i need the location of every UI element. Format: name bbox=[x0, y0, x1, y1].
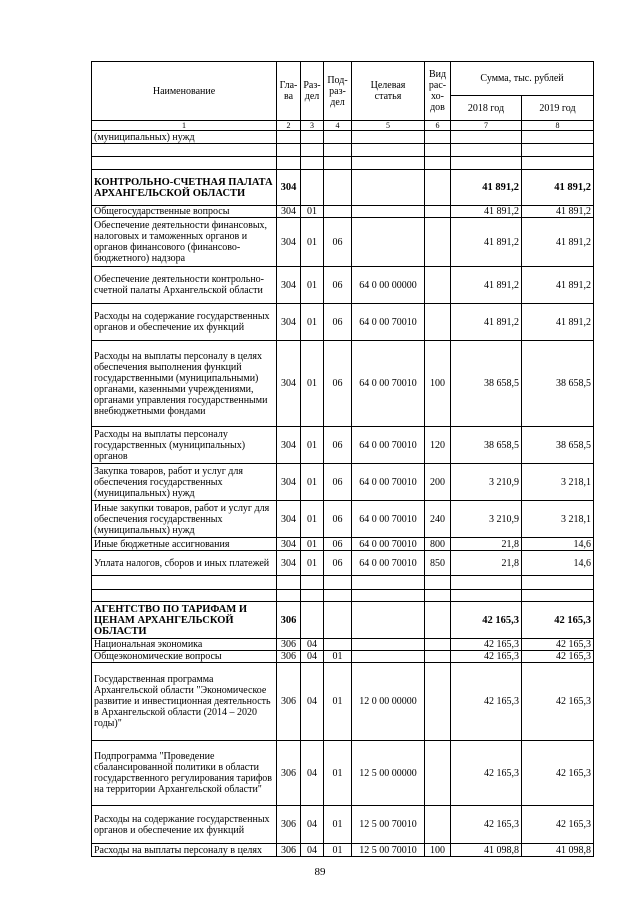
expense-type-cell: 100 bbox=[425, 844, 451, 857]
target-article-cell bbox=[352, 590, 425, 602]
sum-2018-cell: 42 165,3 bbox=[451, 602, 522, 639]
sum-2018-cell: 42 165,3 bbox=[451, 639, 522, 651]
sum-2018-cell bbox=[451, 590, 522, 602]
sum-2019-cell: 42 165,3 bbox=[522, 806, 594, 844]
target-article-cell: 12 5 00 70010 bbox=[352, 806, 425, 844]
row-name: АГЕНТСТВО ПО ТАРИФАМ И ЦЕНАМ АРХАНГЕЛЬСКОЙ ОБЛАСТИ bbox=[92, 602, 277, 639]
row-name: Расходы на выплаты персоналу государственных (муниципальных) органов bbox=[92, 427, 277, 464]
table-row bbox=[92, 341, 594, 427]
row-name bbox=[92, 144, 277, 157]
expense-type-cell bbox=[425, 639, 451, 651]
column-number: 3 bbox=[301, 121, 324, 131]
table-row bbox=[92, 538, 594, 551]
sum-2019-cell bbox=[522, 590, 594, 602]
target-article-cell: 12 5 00 70010 bbox=[352, 844, 425, 857]
expense-type-cell bbox=[425, 576, 451, 590]
sum-2019-cell: 42 165,3 bbox=[522, 602, 594, 639]
chapter-cell: 304 bbox=[277, 341, 301, 427]
sum-2018-cell: 42 165,3 bbox=[451, 741, 522, 806]
section-cell bbox=[301, 170, 324, 206]
sum-2019-cell: 38 658,5 bbox=[522, 341, 594, 427]
expense-type-cell bbox=[425, 170, 451, 206]
row-name: Расходы на содержание государственных органов и обеспечение их функций bbox=[92, 304, 277, 341]
target-article-cell bbox=[352, 651, 425, 663]
target-article-cell: 12 5 00 00000 bbox=[352, 741, 425, 806]
page-number: 89 bbox=[314, 866, 326, 878]
target-article-cell: 64 0 00 00000 bbox=[352, 267, 425, 304]
sum-2019-cell bbox=[522, 157, 594, 170]
chapter-cell: 304 bbox=[277, 267, 301, 304]
subsection-cell bbox=[324, 639, 352, 651]
section-cell: 04 bbox=[301, 806, 324, 844]
header-year-2019: 2019 год bbox=[522, 96, 594, 121]
sum-2018-cell: 21,8 bbox=[451, 538, 522, 551]
row-name: Иные закупки товаров, работ и услуг для обеспечения государственных (муниципальных) нужд bbox=[92, 501, 277, 538]
sum-2019-cell: 42 165,3 bbox=[522, 651, 594, 663]
chapter-cell: 304 bbox=[277, 218, 301, 267]
target-article-cell bbox=[352, 602, 425, 639]
chapter-cell bbox=[277, 157, 301, 170]
target-article-cell bbox=[352, 157, 425, 170]
subsection-cell bbox=[324, 576, 352, 590]
column-number: 2 bbox=[277, 121, 301, 131]
section-cell: 01 bbox=[301, 464, 324, 501]
chapter-cell: 306 bbox=[277, 806, 301, 844]
expense-type-cell bbox=[425, 267, 451, 304]
expense-type-cell bbox=[425, 157, 451, 170]
expense-type-cell bbox=[425, 304, 451, 341]
expense-type-cell: 800 bbox=[425, 538, 451, 551]
sum-2019-cell bbox=[522, 144, 594, 157]
sum-2018-cell: 41 891,2 bbox=[451, 218, 522, 267]
expense-type-cell bbox=[425, 144, 451, 157]
row-name: Расходы на выплаты персоналу в целях обеспечения выполнения функций государственными (муниципальными) органами, казенными учреждениями, органами управления государственными внебюджетными фондами bbox=[92, 341, 277, 427]
section-cell: 01 bbox=[301, 501, 324, 538]
section-cell: 01 bbox=[301, 538, 324, 551]
column-number: 7 bbox=[451, 121, 522, 131]
chapter-cell: 304 bbox=[277, 206, 301, 218]
sum-2019-cell: 14,6 bbox=[522, 551, 594, 576]
row-name: Подпрограмма "Проведение сбалансированной политики в области государственного регулирования тарифов на территории Архангельской области" bbox=[92, 741, 277, 806]
subsection-cell: 06 bbox=[324, 341, 352, 427]
column-number-row bbox=[92, 121, 594, 131]
chapter-cell: 306 bbox=[277, 663, 301, 741]
target-article-cell bbox=[352, 576, 425, 590]
sum-2018-cell bbox=[451, 576, 522, 590]
subsection-cell: 06 bbox=[324, 304, 352, 341]
row-name: Государственная программа Архангельской области "Экономическое развитие и инвестиционная деятельность в Архангельской области (2014 – 2020 годы)" bbox=[92, 663, 277, 741]
table-row bbox=[92, 267, 594, 304]
table-row bbox=[92, 501, 594, 538]
section-cell bbox=[301, 131, 324, 144]
chapter-cell: 306 bbox=[277, 651, 301, 663]
section-cell bbox=[301, 144, 324, 157]
subsection-cell: 06 bbox=[324, 464, 352, 501]
target-article-cell: 64 0 00 70010 bbox=[352, 501, 425, 538]
expense-type-cell bbox=[425, 806, 451, 844]
table-row bbox=[92, 218, 594, 267]
sum-2019-cell: 41 891,2 bbox=[522, 218, 594, 267]
chapter-cell bbox=[277, 590, 301, 602]
sum-2019-cell: 3 218,1 bbox=[522, 464, 594, 501]
subsection-cell bbox=[324, 144, 352, 157]
expense-type-cell bbox=[425, 651, 451, 663]
row-name bbox=[92, 590, 277, 602]
target-article-cell: 64 0 00 70010 bbox=[352, 551, 425, 576]
row-name: (муниципальных) нужд bbox=[92, 131, 277, 144]
organization-row bbox=[92, 170, 594, 206]
expense-type-cell: 240 bbox=[425, 501, 451, 538]
sum-2018-cell: 21,8 bbox=[451, 551, 522, 576]
section-cell: 01 bbox=[301, 551, 324, 576]
sum-2018-cell: 41 891,2 bbox=[451, 267, 522, 304]
chapter-cell bbox=[277, 576, 301, 590]
sum-2018-cell bbox=[451, 131, 522, 144]
row-name: Общегосударственные вопросы bbox=[92, 206, 277, 218]
target-article-cell: 64 0 00 70010 bbox=[352, 341, 425, 427]
sum-2018-cell bbox=[451, 144, 522, 157]
table-row bbox=[92, 157, 594, 170]
subsection-cell: 06 bbox=[324, 501, 352, 538]
column-number: 5 bbox=[352, 121, 425, 131]
section-cell: 01 bbox=[301, 427, 324, 464]
chapter-cell: 304 bbox=[277, 170, 301, 206]
chapter-cell bbox=[277, 144, 301, 157]
sum-2018-cell: 38 658,5 bbox=[451, 341, 522, 427]
subsection-cell bbox=[324, 206, 352, 218]
section-cell bbox=[301, 157, 324, 170]
column-number: 6 bbox=[425, 121, 451, 131]
target-article-cell: 64 0 00 70010 bbox=[352, 304, 425, 341]
target-article-cell bbox=[352, 144, 425, 157]
sum-2019-cell: 41 891,2 bbox=[522, 267, 594, 304]
row-name: Обеспечение деятельности контрольно-счетной палаты Архангельской области bbox=[92, 267, 277, 304]
table-row bbox=[92, 741, 594, 806]
column-number: 4 bbox=[324, 121, 352, 131]
target-article-cell bbox=[352, 639, 425, 651]
table-row bbox=[92, 663, 594, 741]
sum-2018-cell: 3 210,9 bbox=[451, 501, 522, 538]
subsection-cell: 01 bbox=[324, 844, 352, 857]
table-row bbox=[92, 590, 594, 602]
sum-2018-cell: 42 165,3 bbox=[451, 806, 522, 844]
table-row bbox=[92, 576, 594, 590]
chapter-cell: 304 bbox=[277, 551, 301, 576]
chapter-cell: 306 bbox=[277, 639, 301, 651]
chapter-cell: 304 bbox=[277, 304, 301, 341]
section-cell: 04 bbox=[301, 663, 324, 741]
expense-type-cell bbox=[425, 663, 451, 741]
subsection-cell: 01 bbox=[324, 806, 352, 844]
table-row bbox=[92, 639, 594, 651]
section-cell: 01 bbox=[301, 206, 324, 218]
target-article-cell: 12 0 00 00000 bbox=[352, 663, 425, 741]
chapter-cell bbox=[277, 131, 301, 144]
table-row bbox=[92, 427, 594, 464]
subsection-cell: 06 bbox=[324, 427, 352, 464]
row-name: Уплата налогов, сборов и иных платежей bbox=[92, 551, 277, 576]
row-name: Иные бюджетные ассигнования bbox=[92, 538, 277, 551]
sum-2018-cell: 41 891,2 bbox=[451, 304, 522, 341]
organization-row bbox=[92, 602, 594, 639]
table-row bbox=[92, 806, 594, 844]
sum-2019-cell bbox=[522, 576, 594, 590]
section-cell bbox=[301, 576, 324, 590]
sum-2018-cell: 42 165,3 bbox=[451, 663, 522, 741]
row-name: Расходы на выплаты персоналу в целях bbox=[92, 844, 277, 857]
sum-2018-cell: 41 098,8 bbox=[451, 844, 522, 857]
subsection-cell: 06 bbox=[324, 538, 352, 551]
sum-2019-cell: 3 218,1 bbox=[522, 501, 594, 538]
sum-2018-cell: 38 658,5 bbox=[451, 427, 522, 464]
sum-2019-cell: 14,6 bbox=[522, 538, 594, 551]
section-cell: 01 bbox=[301, 218, 324, 267]
sum-2018-cell: 41 891,2 bbox=[451, 170, 522, 206]
chapter-cell: 304 bbox=[277, 501, 301, 538]
section-cell bbox=[301, 590, 324, 602]
subsection-cell: 01 bbox=[324, 663, 352, 741]
section-cell: 01 bbox=[301, 304, 324, 341]
sum-2019-cell: 41 891,2 bbox=[522, 304, 594, 341]
column-number: 8 bbox=[522, 121, 594, 131]
expense-type-cell: 120 bbox=[425, 427, 451, 464]
sum-2019-cell: 38 658,5 bbox=[522, 427, 594, 464]
header-year-2018: 2018 год bbox=[451, 96, 522, 121]
chapter-cell: 306 bbox=[277, 741, 301, 806]
target-article-cell bbox=[352, 170, 425, 206]
chapter-cell: 306 bbox=[277, 844, 301, 857]
column-number: 1 bbox=[92, 121, 277, 131]
row-name: Закупка товаров, работ и услуг для обеспечения государственных (муниципальных) нужд bbox=[92, 464, 277, 501]
table-row bbox=[92, 304, 594, 341]
expense-type-cell bbox=[425, 218, 451, 267]
chapter-cell: 304 bbox=[277, 464, 301, 501]
chapter-cell: 304 bbox=[277, 538, 301, 551]
expense-type-cell bbox=[425, 741, 451, 806]
expense-type-cell bbox=[425, 131, 451, 144]
expense-type-cell: 200 bbox=[425, 464, 451, 501]
target-article-cell: 64 0 00 70010 bbox=[352, 464, 425, 501]
sum-2018-cell bbox=[451, 157, 522, 170]
chapter-cell: 306 bbox=[277, 602, 301, 639]
sum-2019-cell: 42 165,3 bbox=[522, 741, 594, 806]
subsection-cell: 06 bbox=[324, 551, 352, 576]
expense-type-cell bbox=[425, 590, 451, 602]
header-subsection: Под- раз- дел bbox=[324, 62, 352, 121]
header-target: Целевая статья bbox=[352, 62, 425, 121]
section-cell: 01 bbox=[301, 267, 324, 304]
subsection-cell: 01 bbox=[324, 741, 352, 806]
header-sum: Сумма, тыс. рублей bbox=[451, 62, 594, 96]
row-name: Общеэкономические вопросы bbox=[92, 651, 277, 663]
row-name bbox=[92, 576, 277, 590]
table-row bbox=[92, 144, 594, 157]
row-name: Национальная экономика bbox=[92, 639, 277, 651]
sum-2019-cell bbox=[522, 131, 594, 144]
table-row bbox=[92, 551, 594, 576]
header-row bbox=[92, 62, 594, 96]
sum-2018-cell: 3 210,9 bbox=[451, 464, 522, 501]
sum-2018-cell: 42 165,3 bbox=[451, 651, 522, 663]
subsection-cell bbox=[324, 602, 352, 639]
section-cell: 04 bbox=[301, 844, 324, 857]
section-cell: 04 bbox=[301, 651, 324, 663]
header-expense-type: Вид рас- хо- дов bbox=[425, 62, 451, 121]
subsection-cell bbox=[324, 131, 352, 144]
header-chapter: Гла- ва bbox=[277, 62, 301, 121]
sum-2019-cell: 42 165,3 bbox=[522, 639, 594, 651]
subsection-cell bbox=[324, 157, 352, 170]
subsection-cell: 01 bbox=[324, 651, 352, 663]
sum-2019-cell: 41 891,2 bbox=[522, 206, 594, 218]
target-article-cell: 64 0 00 70010 bbox=[352, 538, 425, 551]
subsection-cell: 06 bbox=[324, 267, 352, 304]
target-article-cell bbox=[352, 131, 425, 144]
section-cell: 04 bbox=[301, 741, 324, 806]
target-article-cell bbox=[352, 218, 425, 267]
row-name: Обеспечение деятельности финансовых, налоговых и таможенных органов и органов финансового (финансово-бюджетного) надзора bbox=[92, 218, 277, 267]
table-row bbox=[92, 131, 594, 144]
sum-2019-cell: 41 891,2 bbox=[522, 170, 594, 206]
sum-2019-cell: 41 098,8 bbox=[522, 844, 594, 857]
subsection-cell bbox=[324, 170, 352, 206]
expense-type-cell bbox=[425, 602, 451, 639]
row-name bbox=[92, 157, 277, 170]
expense-type-cell bbox=[425, 206, 451, 218]
table-row bbox=[92, 206, 594, 218]
subsection-cell: 06 bbox=[324, 218, 352, 267]
header-section: Раз- дел bbox=[301, 62, 324, 121]
target-article-cell bbox=[352, 206, 425, 218]
chapter-cell: 304 bbox=[277, 427, 301, 464]
subsection-cell bbox=[324, 590, 352, 602]
section-cell bbox=[301, 602, 324, 639]
row-name: КОНТРОЛЬНО-СЧЕТНАЯ ПАЛАТА АРХАНГЕЛЬСКОЙ ОБЛАСТИ bbox=[92, 170, 277, 206]
table-row bbox=[92, 844, 594, 857]
header-name: Наименование bbox=[92, 62, 277, 121]
row-name: Расходы на содержание государственных органов и обеспечение их функций bbox=[92, 806, 277, 844]
section-cell: 04 bbox=[301, 639, 324, 651]
section-cell: 01 bbox=[301, 341, 324, 427]
expense-type-cell: 850 bbox=[425, 551, 451, 576]
sum-2019-cell: 42 165,3 bbox=[522, 663, 594, 741]
target-article-cell: 64 0 00 70010 bbox=[352, 427, 425, 464]
budget-table bbox=[91, 61, 594, 857]
table-row bbox=[92, 464, 594, 501]
table-row bbox=[92, 651, 594, 663]
sum-2018-cell: 41 891,2 bbox=[451, 206, 522, 218]
expense-type-cell: 100 bbox=[425, 341, 451, 427]
